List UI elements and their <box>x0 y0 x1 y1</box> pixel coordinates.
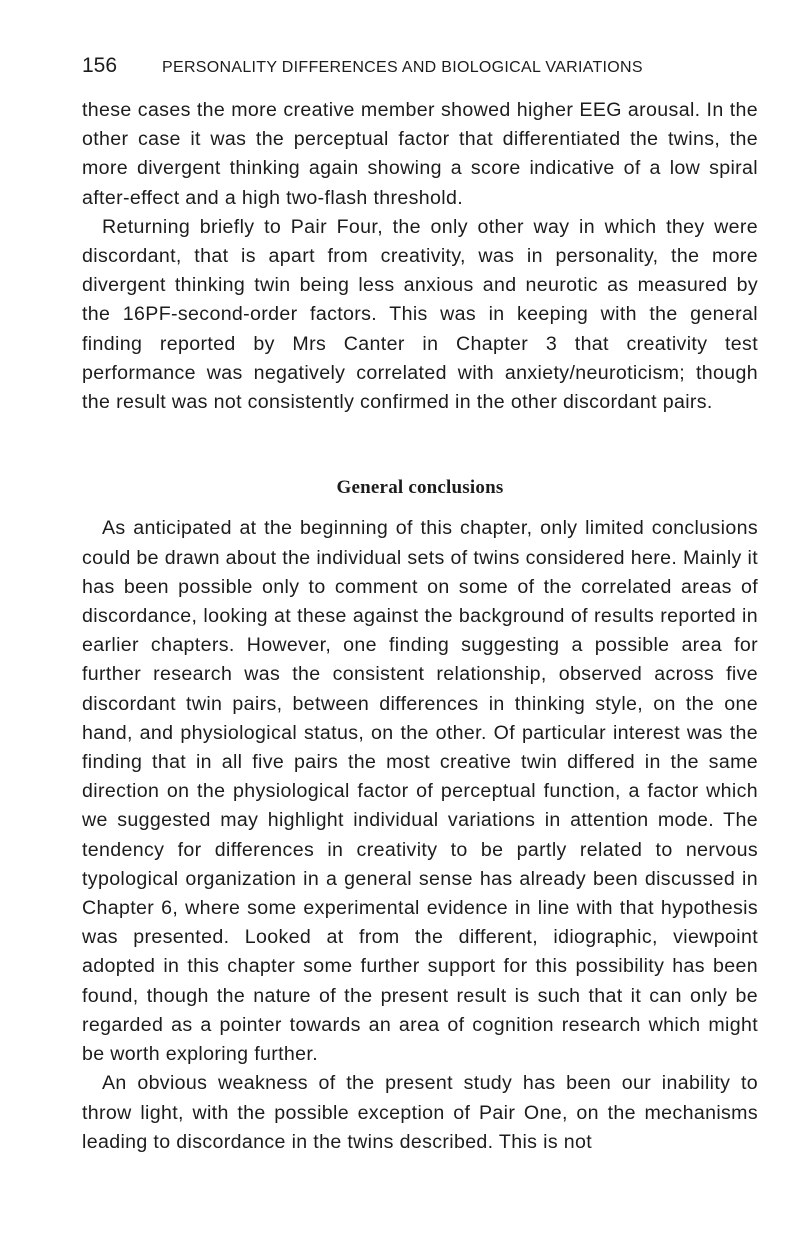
paragraph: As anticipated at the beginning of this chapter, only limited conclusions could be drawn about the individual sets of twins considered here. Mainly it has been possible only to comment on some of the correlated areas of discordance, looking at these against the background of results reported in earlier chapters. However, one finding suggesting a possible area for further research was the consistent relationship, observed across five discordant twin pairs, between differences in thinking style, on the one hand, and physiological status, on the other. Of particular interest was the finding that in all five pairs the most creative twin differed in the same direction on the physiological factor of perceptual function, a factor which we suggested may highlight individual variations in attention mode. The tendency for differences in creativity to be partly related to nervous typological organization in a general sense has already been discussed in Chapter 6, where some experimental evidence in line with that hypothesis was presented. Looked at from the different, idiographic, viewpoint adopted in this chapter some further support for this possibility has been found, though the nature of the present result is such that it can only be regarded as a pointer towards an area of cognition research which might be worth exploring further. <box>82 517 758 1066</box>
book-page <box>82 54 758 1157</box>
running-title: PERSONALITY DIFFERENCES AND BIOLOGICAL VARIATIONS <box>162 59 643 76</box>
body-text <box>82 96 758 1157</box>
page-number: 156 <box>82 54 118 77</box>
paragraph: An obvious weakness of the present study has been our inability to throw light, with the possible exception of Pair One, on the mechanisms leading to discordance in the twins described. This is not <box>82 1072 758 1153</box>
paragraph: Returning briefly to Pair Four, the only other way in which they were discordant, that is apart from creativity, was in personality, the more divergent thinking twin being less anxious and neurotic as measured by the 16PF-second-order factors. This was in keeping with the general finding reported by Mrs Canter in Chapter 3 that creativity test performance was negatively correlated with anxiety/neuroticism; though the result was not consistently confirmed in the other discordant pairs. <box>82 215 758 414</box>
section-heading: General conclusions <box>336 477 504 499</box>
paragraph: these cases the more creative member showed higher EEG arousal. In the other case it was the perceptual factor that differentiated the twins, the more divergent thinking again showing a score indicative of a low spiral after-effect and a high two-flash threshold. <box>82 99 758 209</box>
running-head <box>82 54 758 86</box>
